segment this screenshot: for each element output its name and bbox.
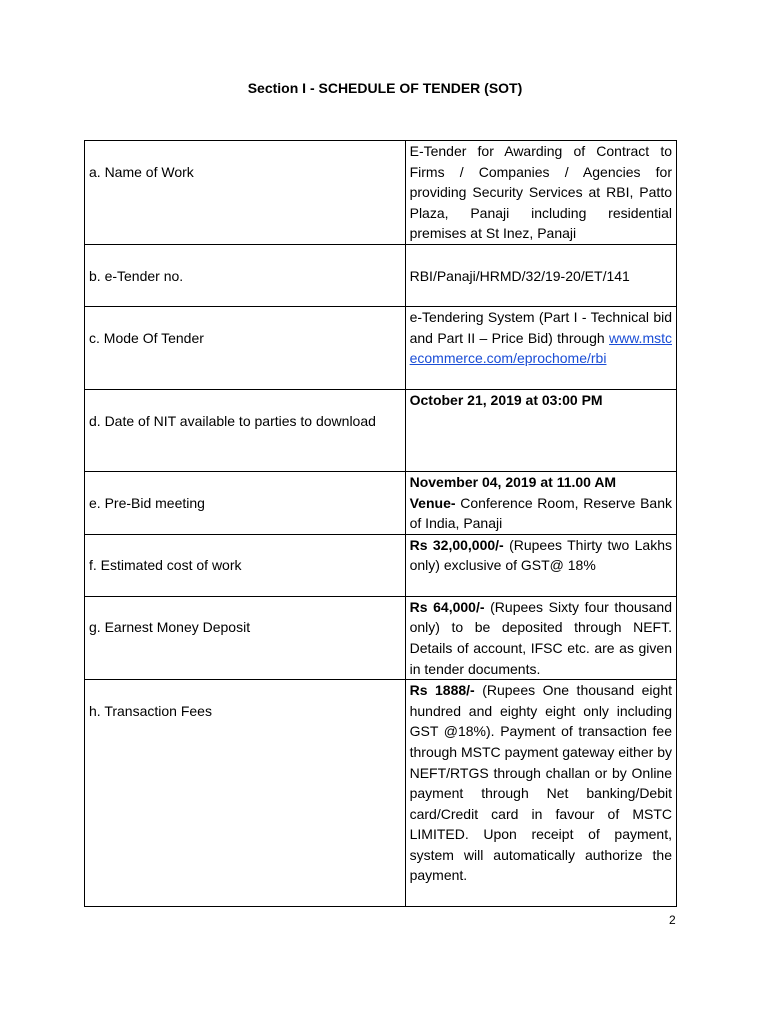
venue-value: Conference Room, Reserve Bank of India, Panaji	[409, 494, 672, 532]
row-label: h. Transaction Fees	[89, 702, 212, 719]
transaction-fee-amount: Rs 1888/-	[409, 682, 475, 699]
schedule-of-tender-table	[84, 140, 677, 907]
table-row-earnest-money	[85, 596, 677, 679]
table-row-mode-of-tender	[85, 306, 677, 389]
row-label: b. e-Tender no.	[89, 267, 184, 284]
row-label: a. Name of Work	[89, 163, 194, 180]
page-title: Section I - SCHEDULE OF TENDER (SOT)	[247, 80, 523, 96]
mode-of-tender-value: e-Tendering System (Part I - Technical bid and Part II – Price Bid) through	[409, 308, 672, 346]
row-label: f. Estimated cost of work	[89, 557, 242, 574]
label-cell	[85, 596, 406, 679]
label-cell	[85, 471, 406, 534]
row-label: e. Pre-Bid meeting	[89, 494, 205, 511]
emd-text: (Rupees Sixty four thousand only) to be deposited through NEFT. Details of account, IFSC etc. are as given in tender documents.	[409, 598, 672, 677]
value-cell	[405, 389, 676, 471]
tender-no-value: RBI/Panaji/HRMD/32/19-20/ET/141	[409, 267, 630, 284]
table-row-tender-no	[85, 244, 677, 306]
value-cell	[405, 534, 676, 596]
label-cell	[85, 244, 406, 306]
label-cell	[85, 141, 406, 245]
page-number: 2	[669, 913, 676, 927]
name-of-work-value: E-Tender for Awarding of Contract to Firms / Companies / Agencies for providing Security Services at RBI, Patto Plaza, Panaji including residential premises at St Inez, Panaji	[409, 143, 672, 242]
nit-date-value: October 21, 2019 at 03:00 PM	[409, 391, 603, 408]
row-label: c. Mode Of Tender	[89, 329, 204, 346]
venue-label: Venue-	[409, 494, 456, 511]
transaction-fee-text: (Rupees One thousand eight hundred and eighty eight only including GST @18%). Payment of transaction fee through MSTC payment gateway either by NEFT/RTGS through challan or by Online payment through Net banking/Debit card/Credit card in favour of MSTC LIMITED. Upon receipt of payment, system will automatically authorize the payment.	[409, 682, 673, 884]
label-cell	[85, 680, 406, 907]
table-row-name-of-work	[85, 141, 677, 245]
table-row-transaction-fees	[85, 680, 677, 907]
label-cell	[85, 389, 406, 471]
value-cell	[405, 680, 676, 907]
table-row-pre-bid-meeting	[85, 471, 677, 534]
estimated-cost-text: (Rupees Thirty two Lakhs only) exclusive of GST@ 18%	[409, 536, 672, 574]
value-cell	[405, 141, 676, 245]
table-row-nit-date	[85, 389, 677, 471]
label-cell	[85, 534, 406, 596]
emd-amount: Rs 64,000/-	[409, 598, 485, 615]
label-cell	[85, 306, 406, 389]
pre-bid-date-value: November 04, 2019 at 11.00 AM	[409, 473, 617, 490]
table-row-estimated-cost	[85, 534, 677, 596]
value-cell	[405, 306, 676, 389]
row-label: d. Date of NIT available to parties to download	[89, 412, 376, 429]
value-cell	[405, 471, 676, 534]
value-cell	[405, 244, 676, 306]
estimated-cost-amount: Rs 32,00,000/-	[409, 536, 504, 553]
value-cell	[405, 596, 676, 679]
row-label: g. Earnest Money Deposit	[89, 619, 251, 636]
mstc-portal-link[interactable]: www.mstcecommerce.com/eprochome/rbi	[409, 329, 672, 367]
